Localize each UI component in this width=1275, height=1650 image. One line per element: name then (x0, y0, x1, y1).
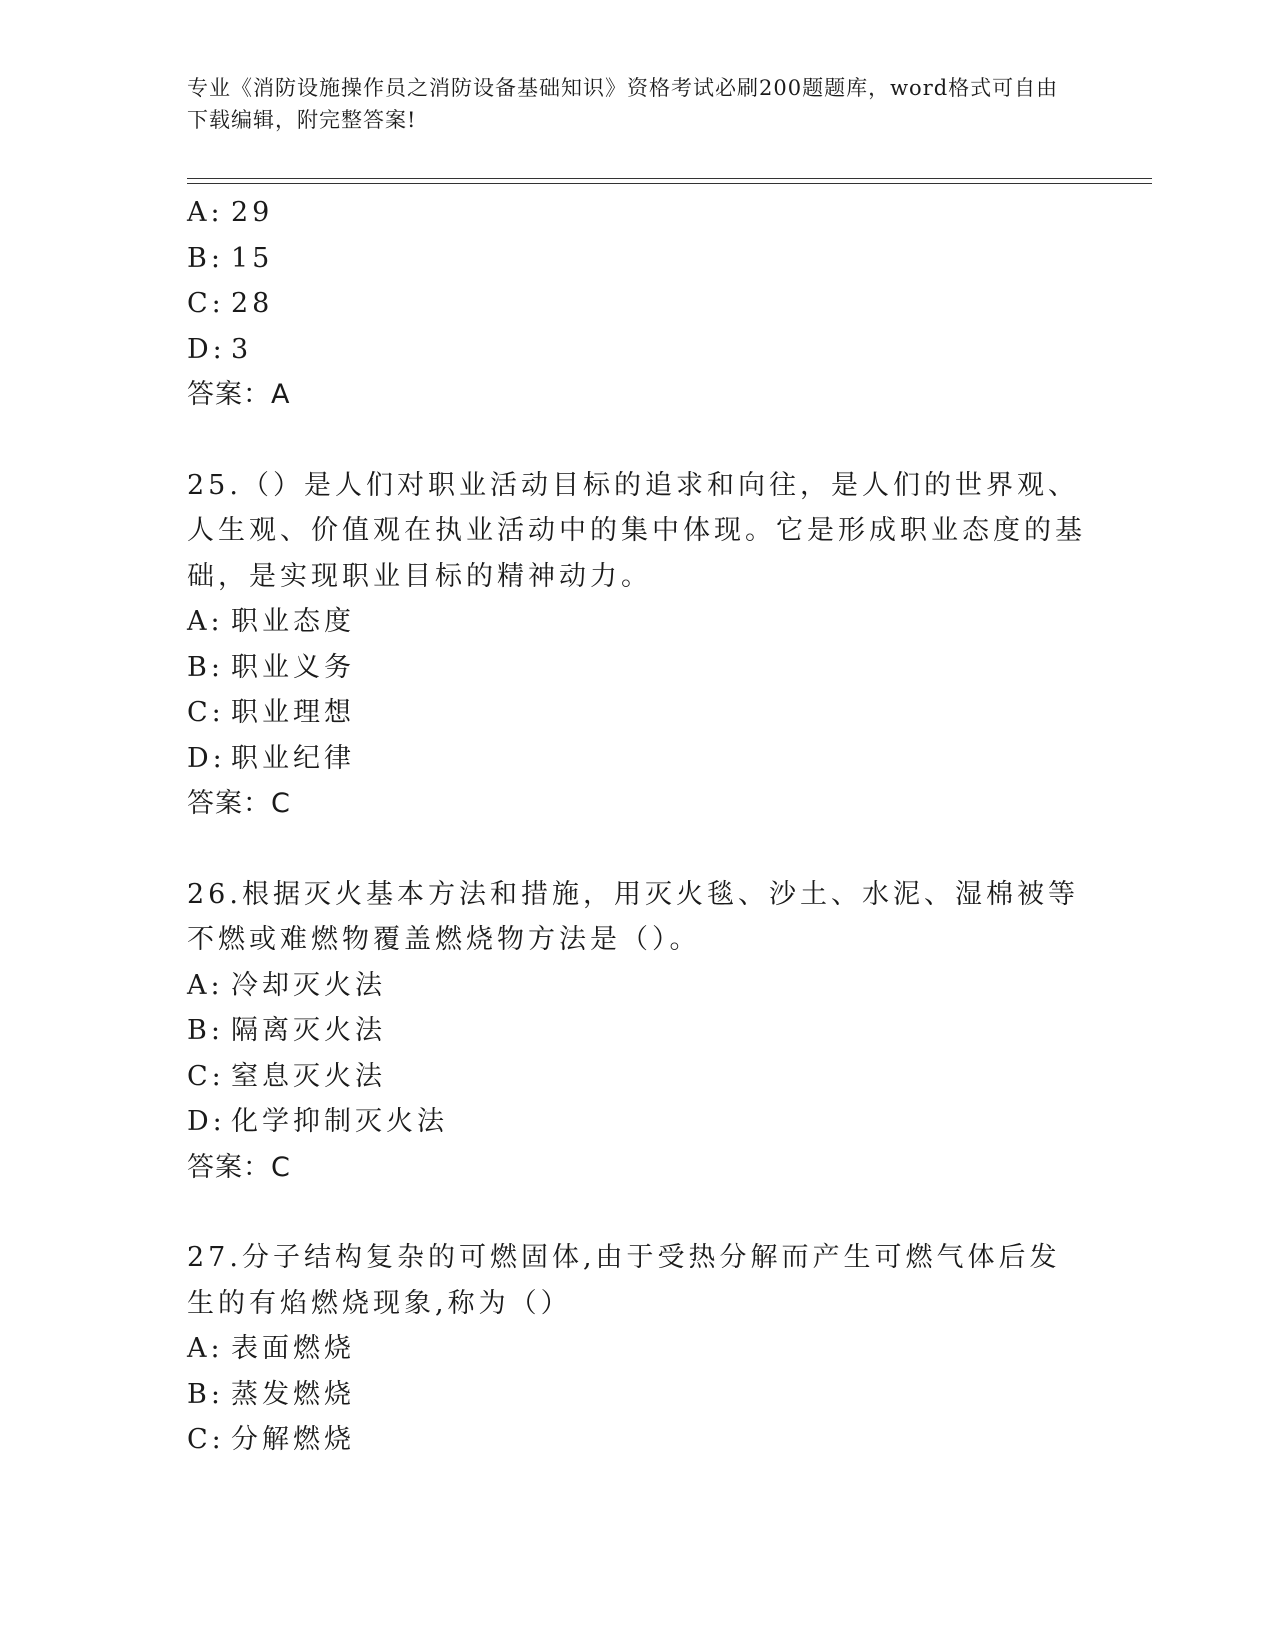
answer-line: 答案：C (187, 1151, 291, 1183)
option-c: C: 窒息灭火法 (187, 1060, 386, 1092)
header-divider-bottom (187, 183, 1152, 184)
option-c: C: 分解燃烧 (187, 1424, 355, 1455)
answer-line: 答案：C (187, 788, 291, 819)
option-c: C: 职业理想 (187, 697, 355, 728)
option-a: A: 冷却灭火法 (187, 969, 386, 1001)
option-b: B: 职业义务 (187, 651, 355, 683)
header-divider-top (187, 178, 1152, 179)
option-d: D: 职业纪律 (187, 742, 355, 774)
question-27 (187, 1235, 1087, 1463)
question-24-continuation (187, 190, 1087, 418)
question-26 (187, 872, 1087, 1191)
question-text: 27.分子结构复杂的可燃固体,由于受热分解而产生可燃气体后发生的有焰燃烧现象,称为（） (187, 1242, 1061, 1319)
option-a: A: 职业态度 (187, 606, 355, 637)
option-c: C: 28 (187, 288, 274, 319)
option-a: A: 表面燃烧 (187, 1333, 355, 1364)
question-25 (187, 463, 1087, 827)
option-b: B: 隔离灭火法 (187, 1015, 386, 1046)
option-d: D: 化学抑制灭火法 (187, 1106, 448, 1137)
question-text: 25.（）是人们对职业活动目标的追求和向往，是人们的世界观、人生观、价值观在执业活动中的集中体现。它是形成职业态度的基础，是实现职业目标的精神动力。 (187, 469, 1086, 592)
option-a: A: 29 (187, 197, 274, 228)
answer-line: 答案：A (187, 379, 291, 410)
option-b: B: 蒸发燃烧 (187, 1378, 355, 1410)
option-b: B: 15 (187, 242, 274, 274)
document-header: 专业《消防设施操作员之消防设备基础知识》资格考试必刷200题题库，word格式可自由下载编辑，附完整答案! (187, 76, 1059, 132)
question-text: 26.根据灭火基本方法和措施，用灭火毯、沙土、水泥、湿棉被等不燃或难燃物覆盖燃烧物方法是（）。 (187, 878, 1079, 955)
document-body (187, 190, 1087, 1463)
option-d: D: 3 (187, 333, 253, 365)
